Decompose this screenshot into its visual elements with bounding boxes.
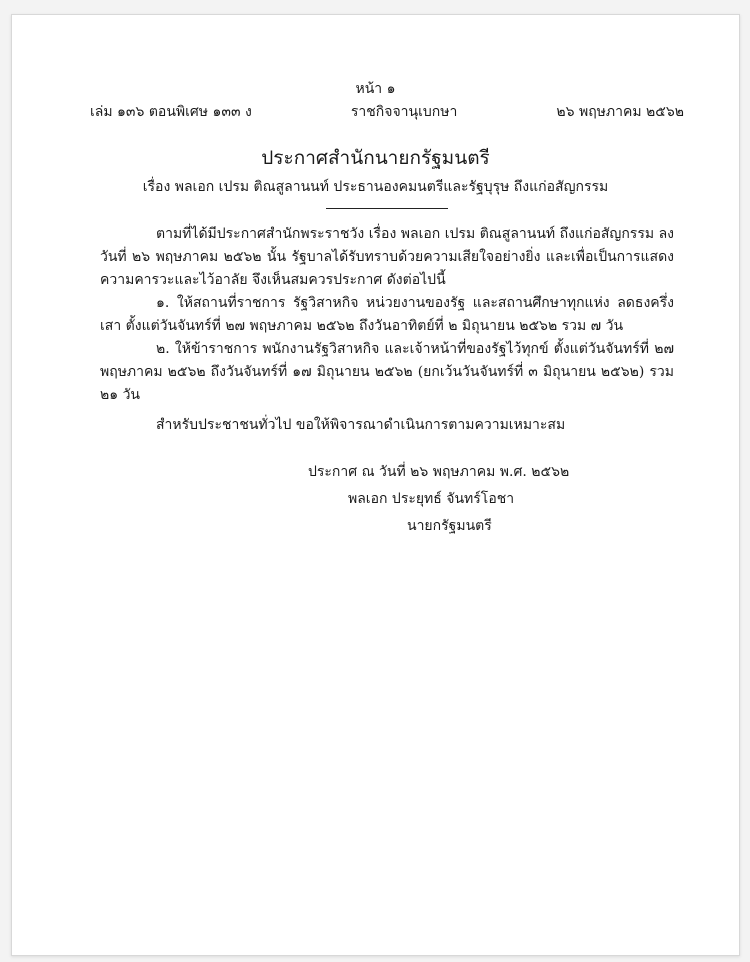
announcement-title: ประกาศสำนักนายกรัฐมนตรี: [261, 147, 490, 169]
title-divider: [326, 208, 448, 209]
gazette-date: ๒๖ พฤษภาคม ๒๕๖๒: [556, 104, 684, 120]
announcement-subject: เรื่อง พลเอก เปรม ติณสูลานนท์ ประธานองคมนตรีและรัฐบุรุษ ถึงแก่อสัญกรรม: [142, 179, 609, 195]
intro-paragraph: ตามที่ได้มีประกาศสำนักพระราชวัง เรื่อง พลเอก เปรม ติณสูลานนท์ ถึงแก่อสัญกรรม ลงวันที่ ๒๖ พฤษภาคม ๒๕๖๒ นั้น รัฐบาลได้รับทราบด้วยความเสียใจอย่างยิ่ง และเพื่อเป็นการแสดงความคารวะและไว้อาลัย จึงเห็นสมควรประกาศ ดังต่อไปนี้: [100, 226, 674, 288]
item-1-paragraph: ๑. ให้สถานที่ราชการ รัฐวิสาหกิจ หน่วยงานของรัฐ และสถานศึกษาทุกแห่ง ลดธงครึ่งเสา ตั้งแต่วันจันทร์ที่ ๒๗ พฤษภาคม ๒๕๖๒ ถึงวันอาทิตย์ที่ ๒ มิถุนายน ๒๕๖๒ รวม ๗ วัน: [100, 295, 674, 334]
gazette-name: ราชกิจจานุเบกษา: [350, 104, 458, 120]
public-note-paragraph: สำหรับประชาชนทั่วไป ขอให้พิจารณาดำเนินการตามความเหมาะสม: [156, 417, 566, 433]
signature-date-line: ประกาศ ณ วันที่ ๒๖ พฤษภาคม พ.ศ. ๒๕๖๒: [308, 464, 570, 480]
signatory-name: พลเอก ประยุทธ์ จันทร์โอชา: [348, 491, 515, 507]
signatory-position: นายกรัฐมนตรี: [407, 518, 492, 534]
item-2-paragraph: ๒. ให้ข้าราชการ พนักงานรัฐวิสาหกิจ และเจ้าหน้าที่ของรัฐไว้ทุกข์ ตั้งแต่วันจันทร์ที่ ๒๗ พฤษภาคม ๒๕๖๒ ถึงวันจันทร์ที่ ๑๗ มิถุนายน ๒๕๖๒ (ยกเว้นวันจันทร์ที่ ๓ มิถุนายน ๒๕๖๒) รวม ๒๑ วัน: [100, 341, 674, 403]
document-page: [11, 14, 740, 956]
page-number: หน้า ๑: [355, 81, 396, 97]
gazette-header: [90, 103, 684, 121]
volume-info: เล่ม ๑๓๖ ตอนพิเศษ ๑๓๓ ง: [90, 104, 252, 120]
